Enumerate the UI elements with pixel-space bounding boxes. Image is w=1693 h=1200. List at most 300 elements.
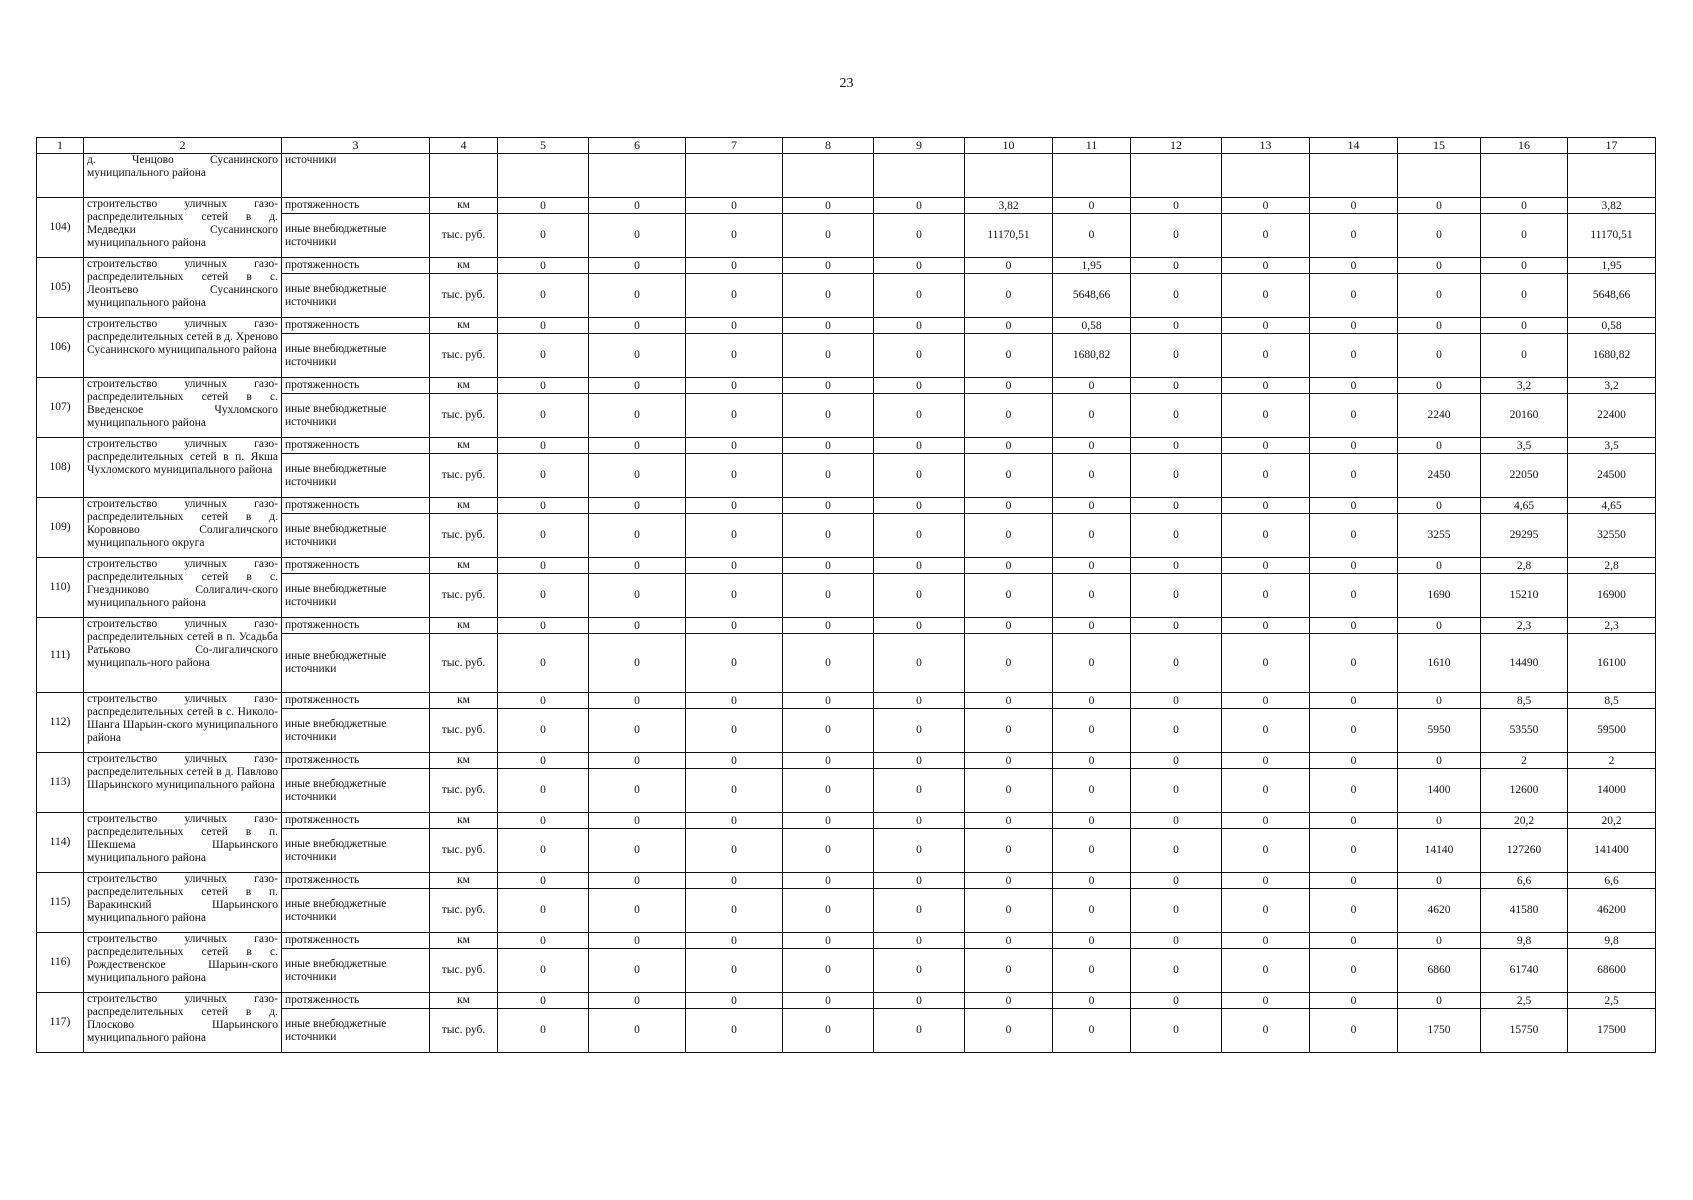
indicator-value: 0 — [1131, 378, 1222, 394]
indicator-value: 0 — [1131, 618, 1222, 634]
indicator-value: 0 — [686, 378, 783, 394]
funding-value: 0 — [1310, 829, 1398, 873]
indicator-unit: км — [430, 618, 498, 634]
empty-cell — [1131, 154, 1222, 198]
indicator-value: 2,5 — [1481, 993, 1568, 1009]
project-description: строительство уличных газо-распределительных сетей в д. Коровново Солигаличского муниципального округа — [84, 498, 282, 558]
row-number: 117) — [37, 993, 84, 1053]
indicator-label: протяженность — [282, 993, 430, 1009]
column-number-header: 4 — [430, 138, 498, 154]
indicator-value: 0 — [965, 618, 1053, 634]
table-body — [37, 138, 1656, 1053]
indicator-value: 0 — [1310, 618, 1398, 634]
indicator-value: 0 — [589, 933, 686, 949]
column-number-row — [37, 138, 1656, 154]
funding-value: 0 — [1222, 394, 1310, 438]
table-row-indicator — [37, 438, 1656, 454]
indicator-value: 0 — [1398, 813, 1481, 829]
funding-unit: тыс. руб. — [430, 769, 498, 813]
funding-value: 3255 — [1398, 514, 1481, 558]
indicator-value: 0 — [1131, 933, 1222, 949]
funding-value: 0 — [783, 454, 874, 498]
funding-value: 0 — [783, 769, 874, 813]
funding-value: 0 — [965, 769, 1053, 813]
indicator-value: 0 — [1131, 813, 1222, 829]
funding-source-label: иные внебюджетные источники — [282, 709, 430, 753]
funding-unit: тыс. руб. — [430, 394, 498, 438]
indicator-label: протяженность — [282, 813, 430, 829]
funding-value: 0 — [965, 514, 1053, 558]
indicator-value: 1,95 — [1053, 258, 1131, 274]
indicator-value: 0 — [1131, 873, 1222, 889]
indicator-value: 0 — [589, 438, 686, 454]
funding-value: 0 — [1222, 634, 1310, 693]
indicator-value: 0 — [874, 498, 965, 514]
indicator-value: 0 — [1222, 378, 1310, 394]
indicator-value: 0 — [874, 378, 965, 394]
indicator-value: 0 — [1222, 198, 1310, 214]
project-description: строительство уличных газо-распределительных сетей в д. Плосково Шарьинского муниципального района — [84, 993, 282, 1053]
funding-value: 0 — [1310, 769, 1398, 813]
indicator-value: 9,8 — [1481, 933, 1568, 949]
indicator-value: 3,82 — [1568, 198, 1656, 214]
funding-unit: тыс. руб. — [430, 1009, 498, 1053]
funding-value: 0 — [589, 394, 686, 438]
funding-value: 0 — [1222, 949, 1310, 993]
indicator-value: 4,65 — [1568, 498, 1656, 514]
indicator-value: 3,2 — [1481, 378, 1568, 394]
funding-value: 0 — [874, 334, 965, 378]
funding-value: 0 — [1310, 214, 1398, 258]
funding-value: 0 — [498, 829, 589, 873]
indicator-value: 0 — [874, 753, 965, 769]
indicator-value: 0 — [1053, 753, 1131, 769]
funding-value: 0 — [1131, 214, 1222, 258]
funding-value: 0 — [1222, 1009, 1310, 1053]
indicator-value: 0 — [1310, 318, 1398, 334]
indicator-value: 6,6 — [1481, 873, 1568, 889]
indicator-value: 0 — [686, 498, 783, 514]
table-row-indicator — [37, 258, 1656, 274]
indicator-value: 0 — [1398, 498, 1481, 514]
indicator-value: 0 — [589, 258, 686, 274]
funding-value: 0 — [1222, 274, 1310, 318]
indicator-value: 0 — [1131, 258, 1222, 274]
indicator-value: 0 — [1310, 258, 1398, 274]
indicator-value: 0 — [498, 258, 589, 274]
funding-value: 0 — [686, 634, 783, 693]
indicator-value: 0 — [1398, 693, 1481, 709]
funding-unit: тыс. руб. — [430, 949, 498, 993]
indicator-value: 0,58 — [1053, 318, 1131, 334]
row-number: 104) — [37, 198, 84, 258]
funding-source-label: иные внебюджетные источники — [282, 274, 430, 318]
funding-value: 59500 — [1568, 709, 1656, 753]
table-row-indicator — [37, 693, 1656, 709]
funding-value: 2450 — [1398, 454, 1481, 498]
indicator-value: 0 — [686, 693, 783, 709]
funding-value: 0 — [783, 274, 874, 318]
indicator-value: 0 — [783, 558, 874, 574]
indicator-value: 0 — [589, 753, 686, 769]
funding-value: 0 — [874, 889, 965, 933]
funding-value: 0 — [589, 949, 686, 993]
indicator-value: 0 — [1131, 693, 1222, 709]
project-description: строительство уличных газо-распределительных сетей в п. Якша Чухломского муниципального района — [84, 438, 282, 498]
funding-value: 22050 — [1481, 454, 1568, 498]
funding-value: 0 — [1131, 709, 1222, 753]
indicator-value: 0 — [1222, 258, 1310, 274]
funding-value: 0 — [874, 514, 965, 558]
column-number-header: 5 — [498, 138, 589, 154]
indicator-value: 0 — [1398, 618, 1481, 634]
funding-value: 0 — [1310, 454, 1398, 498]
funding-value: 0 — [783, 829, 874, 873]
indicator-value: 0 — [965, 438, 1053, 454]
indicator-value: 0 — [1222, 753, 1310, 769]
indicator-value: 0 — [783, 933, 874, 949]
funding-value: 14000 — [1568, 769, 1656, 813]
funding-value: 0 — [965, 454, 1053, 498]
funding-value: 0 — [589, 829, 686, 873]
funding-value: 0 — [874, 634, 965, 693]
funding-value: 15750 — [1481, 1009, 1568, 1053]
funding-value: 11170,51 — [965, 214, 1053, 258]
empty-cell — [783, 154, 874, 198]
funding-value: 0 — [1131, 949, 1222, 993]
column-number-header: 7 — [686, 138, 783, 154]
funding-value: 0 — [1053, 1009, 1131, 1053]
funding-value: 0 — [1131, 274, 1222, 318]
funding-value: 0 — [1131, 454, 1222, 498]
funding-value: 0 — [686, 334, 783, 378]
funding-unit: тыс. руб. — [430, 574, 498, 618]
column-number-header: 14 — [1310, 138, 1398, 154]
funding-value: 0 — [589, 214, 686, 258]
funding-value: 0 — [686, 274, 783, 318]
funding-value: 0 — [686, 454, 783, 498]
funding-value: 0 — [874, 769, 965, 813]
indicator-value: 0 — [686, 753, 783, 769]
indicator-value: 0 — [1222, 318, 1310, 334]
indicator-unit: км — [430, 753, 498, 769]
funding-value: 0 — [874, 949, 965, 993]
indicator-value: 0 — [1053, 378, 1131, 394]
indicator-value: 2 — [1481, 753, 1568, 769]
indicator-value: 0 — [1481, 198, 1568, 214]
indicator-value: 0 — [1398, 378, 1481, 394]
indicator-label: протяженность — [282, 753, 430, 769]
funding-value: 0 — [589, 769, 686, 813]
empty-cell — [965, 154, 1053, 198]
indicator-value: 0 — [1398, 318, 1481, 334]
funding-value: 0 — [686, 709, 783, 753]
indicator-value: 0 — [783, 753, 874, 769]
indicator-value: 0 — [965, 993, 1053, 1009]
funding-value: 14140 — [1398, 829, 1481, 873]
indicator-value: 0 — [589, 558, 686, 574]
indicator-value: 0 — [1398, 198, 1481, 214]
indicator-value: 0 — [686, 198, 783, 214]
funding-value: 0 — [1131, 1009, 1222, 1053]
funding-value: 0 — [1053, 514, 1131, 558]
indicator-value: 2,3 — [1568, 618, 1656, 634]
indicator-value: 0 — [783, 993, 874, 1009]
indicator-value: 0 — [783, 198, 874, 214]
project-description: строительство уличных газо-распределительных сетей в п. Шекшема Шарьинского муниципального района — [84, 813, 282, 873]
funding-value: 0 — [783, 214, 874, 258]
column-number-header: 15 — [1398, 138, 1481, 154]
indicator-value: 0 — [1053, 498, 1131, 514]
indicator-label: протяженность — [282, 618, 430, 634]
empty-cell — [1398, 154, 1481, 198]
indicator-value: 0 — [686, 993, 783, 1009]
indicator-value: 0 — [589, 813, 686, 829]
indicator-value: 0 — [1053, 873, 1131, 889]
indicator-value: 0 — [874, 873, 965, 889]
funding-value: 0 — [1131, 574, 1222, 618]
funding-value: 1750 — [1398, 1009, 1481, 1053]
funding-unit: тыс. руб. — [430, 889, 498, 933]
funding-value: 0 — [1222, 214, 1310, 258]
funding-value: 17500 — [1568, 1009, 1656, 1053]
indicator-value: 3,5 — [1568, 438, 1656, 454]
indicator-value: 0 — [783, 693, 874, 709]
indicator-unit: км — [430, 258, 498, 274]
indicator-value: 0 — [589, 693, 686, 709]
indicator-value: 0 — [783, 813, 874, 829]
funding-value: 24500 — [1568, 454, 1656, 498]
funding-value: 0 — [1310, 394, 1398, 438]
indicator-label: протяженность — [282, 378, 430, 394]
indicator-value: 0 — [1310, 753, 1398, 769]
column-number-header: 11 — [1053, 138, 1131, 154]
indicator-value: 2,3 — [1481, 618, 1568, 634]
indicator-label: протяженность — [282, 693, 430, 709]
funding-value: 0 — [589, 454, 686, 498]
indicator-value: 0 — [1222, 933, 1310, 949]
funding-value: 0 — [965, 394, 1053, 438]
funding-value: 0 — [783, 889, 874, 933]
indicator-value: 0 — [783, 618, 874, 634]
funding-value: 0 — [1222, 829, 1310, 873]
funding-value: 0 — [1053, 889, 1131, 933]
funding-value: 68600 — [1568, 949, 1656, 993]
indicator-value: 0 — [1131, 198, 1222, 214]
funding-value: 0 — [498, 574, 589, 618]
funding-value: 0 — [589, 574, 686, 618]
funding-value: 0 — [1053, 634, 1131, 693]
continuation-row — [37, 154, 1656, 198]
funding-source-label: иные внебюджетные источники — [282, 574, 430, 618]
indicator-value: 8,5 — [1568, 693, 1656, 709]
indicator-value: 0 — [498, 558, 589, 574]
indicator-value: 0 — [1131, 438, 1222, 454]
funding-value: 0 — [1053, 829, 1131, 873]
funding-unit: тыс. руб. — [430, 709, 498, 753]
funding-source-label: иные внебюджетные источники — [282, 829, 430, 873]
funding-value: 0 — [1310, 709, 1398, 753]
funding-value: 0 — [1131, 634, 1222, 693]
funding-value: 5648,66 — [1053, 274, 1131, 318]
indicator-value: 0 — [498, 753, 589, 769]
funding-value: 0 — [589, 1009, 686, 1053]
funding-value: 12600 — [1481, 769, 1568, 813]
funding-value: 46200 — [1568, 889, 1656, 933]
funding-value: 0 — [1222, 334, 1310, 378]
project-description: строительство уличных газо-распределительных сетей в с. Введенское Чухломского муниципального района — [84, 378, 282, 438]
table-row-indicator — [37, 993, 1656, 1009]
indicator-value: 0 — [1053, 813, 1131, 829]
funding-value: 0 — [498, 1009, 589, 1053]
funding-source-label: иные внебюджетные источники — [282, 634, 430, 693]
indicator-label: протяженность — [282, 318, 430, 334]
funding-value: 0 — [1222, 769, 1310, 813]
indicator-unit: км — [430, 873, 498, 889]
funding-value: 0 — [1222, 574, 1310, 618]
indicator-value: 0 — [874, 438, 965, 454]
indicator-value: 0 — [498, 498, 589, 514]
indicator-value: 0 — [965, 378, 1053, 394]
funding-value: 0 — [498, 454, 589, 498]
indicator-value: 0 — [1053, 618, 1131, 634]
indicator-value: 0 — [874, 933, 965, 949]
funding-value: 15210 — [1481, 574, 1568, 618]
empty-cell — [430, 154, 498, 198]
indicator-value: 0 — [965, 558, 1053, 574]
row-number: 110) — [37, 558, 84, 618]
funding-unit: тыс. руб. — [430, 214, 498, 258]
empty-cell — [1310, 154, 1398, 198]
funding-value: 1400 — [1398, 769, 1481, 813]
funding-value: 0 — [1053, 769, 1131, 813]
funding-value: 0 — [874, 214, 965, 258]
indicator-value: 0 — [1310, 873, 1398, 889]
indicator-label: протяженность — [282, 558, 430, 574]
indicator-value: 0 — [589, 873, 686, 889]
funding-value: 0 — [686, 394, 783, 438]
funding-value: 0 — [1481, 214, 1568, 258]
indicator-value: 0 — [1310, 693, 1398, 709]
table-row-indicator — [37, 933, 1656, 949]
funding-value: 0 — [686, 949, 783, 993]
indicator-value: 0 — [589, 198, 686, 214]
indicator-value: 2 — [1568, 753, 1656, 769]
indicator-value: 0 — [1398, 993, 1481, 1009]
funding-value: 0 — [589, 274, 686, 318]
funding-unit: тыс. руб. — [430, 829, 498, 873]
indicator-value: 0 — [1398, 438, 1481, 454]
indicator-value: 0 — [498, 318, 589, 334]
funding-unit: тыс. руб. — [430, 454, 498, 498]
indicator-label: протяженность — [282, 933, 430, 949]
indicator-value: 0 — [965, 933, 1053, 949]
funding-unit: тыс. руб. — [430, 274, 498, 318]
indicator-value: 0 — [874, 198, 965, 214]
funding-value: 16900 — [1568, 574, 1656, 618]
indicator-value: 0 — [965, 498, 1053, 514]
indicator-value: 3,2 — [1568, 378, 1656, 394]
funding-value: 0 — [1310, 274, 1398, 318]
funding-value: 0 — [965, 274, 1053, 318]
indicator-value: 0 — [1310, 198, 1398, 214]
funding-value: 0 — [965, 829, 1053, 873]
funding-source-label: иные внебюджетные источники — [282, 514, 430, 558]
funding-value: 0 — [1310, 514, 1398, 558]
indicator-value: 0 — [1131, 318, 1222, 334]
project-description: строительство уличных газо-распределительных сетей в с. Николо-Шанга Шарьин-ского муниципального района — [84, 693, 282, 753]
indicator-value: 0 — [783, 378, 874, 394]
indicator-value: 0 — [874, 693, 965, 709]
funding-value: 20160 — [1481, 394, 1568, 438]
indicator-value: 0 — [498, 993, 589, 1009]
table-row-indicator — [37, 318, 1656, 334]
funding-value: 0 — [874, 1009, 965, 1053]
indicator-value: 0 — [498, 198, 589, 214]
funding-value: 0 — [1398, 334, 1481, 378]
table-row-indicator — [37, 558, 1656, 574]
funding-value: 0 — [1310, 949, 1398, 993]
indicator-unit: км — [430, 933, 498, 949]
funding-value: 0 — [874, 274, 965, 318]
indicator-unit: км — [430, 813, 498, 829]
indicator-value: 0 — [965, 318, 1053, 334]
funding-value: 0 — [783, 394, 874, 438]
indicator-value: 0 — [498, 438, 589, 454]
funding-value: 0 — [589, 634, 686, 693]
indicator-value: 0 — [1222, 498, 1310, 514]
empty-cell — [498, 154, 589, 198]
indicator-value: 0 — [1131, 498, 1222, 514]
funding-value: 0 — [874, 709, 965, 753]
funding-value: 0 — [783, 334, 874, 378]
project-description: строительство уличных газо-распределительных сетей в с. Леонтьево Сусанинского муниципального района — [84, 258, 282, 318]
indicator-value: 3,5 — [1481, 438, 1568, 454]
funding-value: 0 — [686, 514, 783, 558]
funding-value: 0 — [686, 829, 783, 873]
column-number-header: 2 — [84, 138, 282, 154]
funding-value: 0 — [965, 949, 1053, 993]
column-number-header: 6 — [589, 138, 686, 154]
indicator-value: 0 — [1131, 753, 1222, 769]
indicator-value: 0 — [498, 618, 589, 634]
indicator-value: 0 — [1053, 933, 1131, 949]
row-number: 113) — [37, 753, 84, 813]
indicator-value: 0 — [498, 933, 589, 949]
indicator-value: 0 — [874, 258, 965, 274]
indicator-value: 2,8 — [1481, 558, 1568, 574]
project-description: строительство уличных газо-распределительных сетей в д. Хреново Сусанинского муниципального района — [84, 318, 282, 378]
funding-value: 0 — [1481, 334, 1568, 378]
indicator-unit: км — [430, 318, 498, 334]
funding-value: 0 — [498, 709, 589, 753]
funding-value: 0 — [686, 574, 783, 618]
row-number: 112) — [37, 693, 84, 753]
funding-value: 0 — [783, 634, 874, 693]
funding-value: 0 — [498, 634, 589, 693]
funding-source-label: иные внебюджетные источники — [282, 394, 430, 438]
funding-value: 0 — [1131, 514, 1222, 558]
funding-value: 0 — [965, 574, 1053, 618]
row-number: 106) — [37, 318, 84, 378]
funding-value: 0 — [498, 949, 589, 993]
indicator-value: 0 — [1310, 813, 1398, 829]
indicator-value: 0 — [1481, 318, 1568, 334]
indicator-value: 0 — [1310, 378, 1398, 394]
indicator-value: 0 — [686, 318, 783, 334]
column-number-header: 1 — [37, 138, 84, 154]
empty-cell — [1568, 154, 1656, 198]
